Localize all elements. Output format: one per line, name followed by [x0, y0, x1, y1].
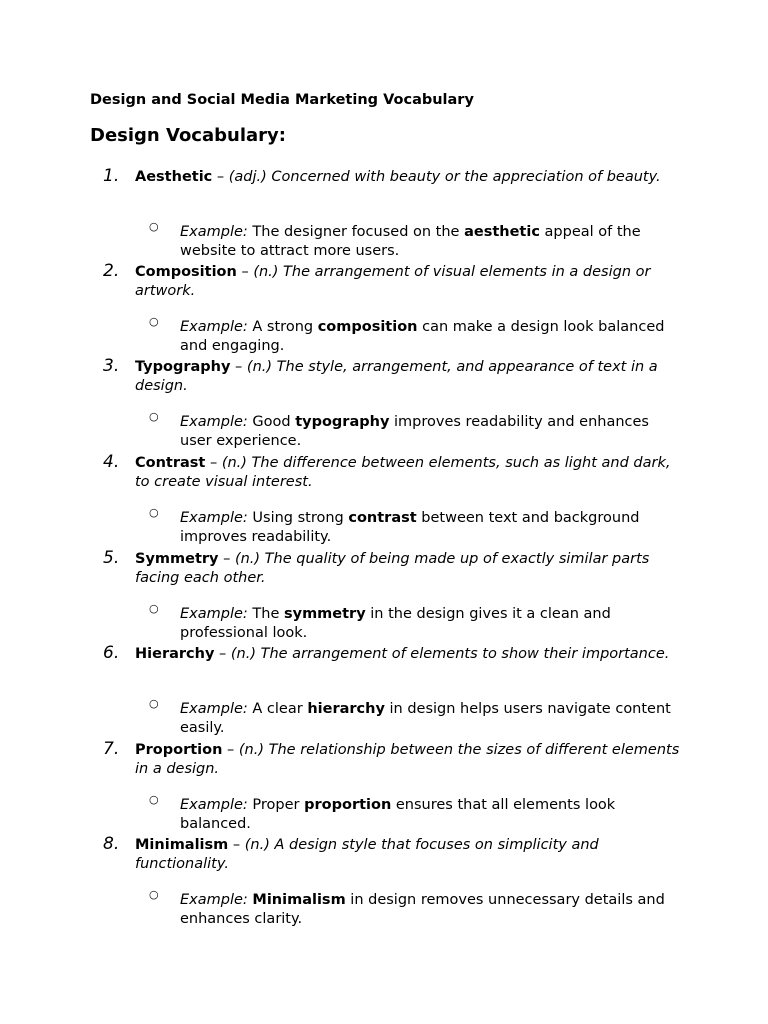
- example-sentence: [180, 318, 680, 356]
- term-word: Aesthetic: [135, 169, 213, 185]
- vocab-term: [0, 263, 768, 359]
- term-number: 2.: [103, 261, 120, 281]
- example-text-after: ensures that all elements look balanced.: [180, 797, 616, 832]
- part-of-speech: (n.): [246, 359, 273, 375]
- term-dash: –: [228, 837, 245, 853]
- definition-text: The relationship between the sizes of different elements in a design.: [135, 742, 680, 777]
- term-number: 4.: [103, 452, 120, 472]
- term-word: Hierarchy: [135, 646, 215, 662]
- example-text-after: in design removes unnecessary details and enhances clarity.: [180, 892, 665, 927]
- hollow-circle-bullet-icon: ○: [149, 793, 159, 806]
- example-keyword: hierarchy: [307, 701, 385, 717]
- example-text-before: Proper: [247, 797, 305, 813]
- term-word: Composition: [135, 264, 237, 280]
- example-text-before: The: [247, 606, 284, 622]
- example-text-after: improves readability and enhances user experience.: [180, 414, 649, 449]
- term-definition: [135, 454, 680, 492]
- term-word: Proportion: [135, 742, 223, 758]
- part-of-speech: (n.): [244, 837, 270, 853]
- definition-text: The style, arrangement, and appearance of text in a design.: [135, 359, 658, 394]
- definition-text: The arrangement of elements to show their importance.: [256, 646, 670, 662]
- term-word: Symmetry: [135, 551, 219, 567]
- definition-text: The arrangement of visual elements in a design or artwork.: [135, 264, 651, 299]
- hollow-circle-bullet-icon: ○: [149, 220, 159, 233]
- term-definition: [135, 263, 680, 301]
- definition-text: The quality of being made up of exactly similar parts facing each other.: [135, 551, 650, 586]
- example-keyword: contrast: [348, 510, 417, 526]
- hollow-circle-bullet-icon: ○: [149, 315, 159, 328]
- example-label: Example:: [180, 319, 248, 335]
- example-keyword: typography: [295, 414, 390, 430]
- part-of-speech: (n.): [253, 264, 279, 280]
- example-text-before: A strong: [247, 319, 318, 335]
- hollow-circle-bullet-icon: ○: [149, 506, 159, 519]
- example-text-before: The designer focused on the: [247, 224, 465, 240]
- example-label: Example:: [180, 797, 248, 813]
- term-number: 1.: [103, 166, 120, 186]
- part-of-speech: (n.): [234, 551, 261, 567]
- example-label: Example:: [180, 606, 248, 622]
- example-label: Example:: [180, 701, 248, 717]
- part-of-speech: (n.): [238, 742, 265, 758]
- vocab-term: [0, 168, 768, 264]
- example-sentence: [180, 605, 680, 643]
- term-definition: [135, 741, 680, 779]
- definition-text: The difference between elements, such as light and dark, to create visual interest.: [135, 455, 671, 490]
- term-dash: –: [214, 646, 231, 662]
- example-sentence: [180, 700, 680, 738]
- term-number: 3.: [103, 356, 120, 376]
- hollow-circle-bullet-icon: ○: [149, 888, 159, 901]
- section-heading: Design Vocabulary:: [90, 125, 286, 146]
- example-keyword: symmetry: [283, 606, 366, 622]
- example-text-after: between text and background improves readability.: [180, 510, 640, 545]
- example-keyword: composition: [317, 319, 418, 335]
- hollow-circle-bullet-icon: ○: [149, 697, 159, 710]
- term-word: Minimalism: [135, 837, 229, 853]
- term-word: Contrast: [135, 455, 206, 471]
- term-definition: [135, 168, 680, 187]
- example-keyword: proportion: [304, 797, 392, 813]
- term-dash: –: [205, 455, 222, 471]
- part-of-speech: (n.): [221, 455, 247, 471]
- term-dash: –: [222, 742, 239, 758]
- term-word: Typography: [135, 359, 231, 375]
- term-number: 8.: [103, 834, 120, 854]
- example-sentence: [180, 891, 680, 929]
- term-dash: –: [218, 551, 235, 567]
- example-label: Example:: [180, 414, 248, 430]
- example-label: Example:: [180, 510, 248, 526]
- example-text-before: Using strong: [247, 510, 349, 526]
- term-number: 5.: [103, 548, 120, 568]
- term-dash: –: [212, 169, 229, 185]
- example-keyword: aesthetic: [464, 224, 540, 240]
- example-text-after: in design helps users navigate content easily.: [180, 701, 671, 736]
- example-sentence: [180, 796, 680, 834]
- example-text-before: A clear: [247, 701, 308, 717]
- example-text-after: in the design gives it a clean and professional look.: [180, 606, 611, 641]
- vocab-term: [0, 358, 768, 454]
- vocab-term: [0, 836, 768, 932]
- term-definition: [135, 645, 680, 664]
- hollow-circle-bullet-icon: ○: [149, 410, 159, 423]
- term-dash: –: [236, 264, 254, 280]
- example-sentence: [180, 509, 680, 547]
- vocab-term: [0, 550, 768, 646]
- term-number: 6.: [103, 643, 120, 663]
- document-title: Design and Social Media Marketing Vocabulary: [90, 92, 474, 108]
- term-dash: –: [230, 359, 247, 375]
- vocab-term: [0, 741, 768, 837]
- example-sentence: [180, 413, 680, 451]
- part-of-speech: (n.): [230, 646, 256, 662]
- example-keyword: Minimalism: [252, 892, 346, 908]
- term-definition: [135, 358, 680, 396]
- example-text-after: can make a design look balanced and engaging.: [180, 319, 665, 354]
- example-label: Example:: [180, 892, 248, 908]
- vocab-term: [0, 645, 768, 741]
- example-sentence: [180, 223, 680, 261]
- part-of-speech: (adj.): [228, 169, 267, 185]
- example-label: Example:: [180, 224, 248, 240]
- hollow-circle-bullet-icon: ○: [149, 602, 159, 615]
- term-number: 7.: [103, 739, 120, 759]
- term-definition: [135, 550, 680, 588]
- term-definition: [135, 836, 680, 874]
- example-text-after: appeal of the website to attract more users.: [180, 224, 641, 259]
- vocab-term: [0, 454, 768, 550]
- definition-text: A design style that focuses on simplicity and functionality.: [135, 837, 599, 872]
- example-text-before: Good: [247, 414, 296, 430]
- definition-text: Concerned with beauty or the appreciation of beauty.: [266, 169, 661, 185]
